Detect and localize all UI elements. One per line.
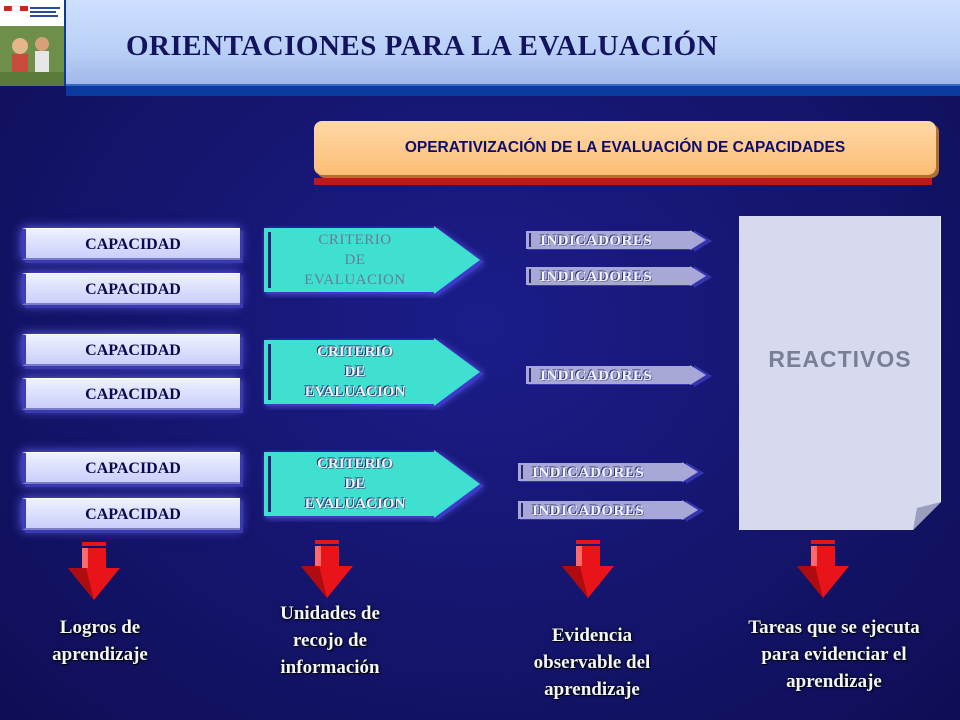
capacity-box: CAPACIDAD [22, 228, 240, 260]
capacity-box: CAPACIDAD [22, 452, 240, 484]
reactivos-label: REACTIVOS [768, 346, 912, 372]
subtitle-underline [314, 178, 932, 185]
capacity-box: CAPACIDAD [22, 273, 240, 305]
indicator-arrow: INDICADORES [518, 500, 708, 522]
criterion-arrow [262, 226, 492, 296]
down-arrow-icon [66, 542, 122, 602]
page-title: ORIENTACIONES PARA LA EVALUACIÓN [126, 30, 719, 62]
criterion-label: CRITERIO DE EVALUACION [304, 456, 406, 512]
criterion-arrow [262, 450, 492, 520]
down-arrow-icon [795, 540, 851, 600]
indicator-arrow: INDICADORES [526, 230, 716, 252]
indicator-arrow: INDICADORES [526, 266, 716, 288]
capacity-box: CAPACIDAD [22, 498, 240, 530]
criterion-arrow [262, 338, 492, 408]
subtitle-text: OPERATIVIZACIÓN DE LA EVALUACIÓN DE CAPACIDADES [404, 139, 846, 156]
capacity-box: CAPACIDAD [22, 378, 240, 410]
indicator-arrow: INDICADORES [526, 365, 716, 387]
subtitle-banner [314, 121, 936, 175]
down-arrow-icon [560, 540, 616, 600]
header-rule [66, 84, 960, 96]
down-arrow-icon [299, 540, 355, 600]
logo-image [0, 0, 66, 86]
criterion-label: CRITERIO DE EVALUACION [304, 232, 406, 288]
capacity-box: CAPACIDAD [22, 334, 240, 366]
caption-tareas: Tareas que se ejecuta para evidenciar el aprendizaje [748, 617, 920, 692]
reactivos-panel [739, 216, 941, 530]
caption-unidades: Unidades de recojo de información [280, 603, 380, 678]
caption-logros: Logros de aprendizaje [52, 617, 148, 665]
caption-evidencia: Evidencia observable del aprendizaje [533, 625, 651, 700]
criterion-label: CRITERIO DE EVALUACION [304, 344, 406, 400]
indicator-arrow: INDICADORES [518, 462, 708, 484]
